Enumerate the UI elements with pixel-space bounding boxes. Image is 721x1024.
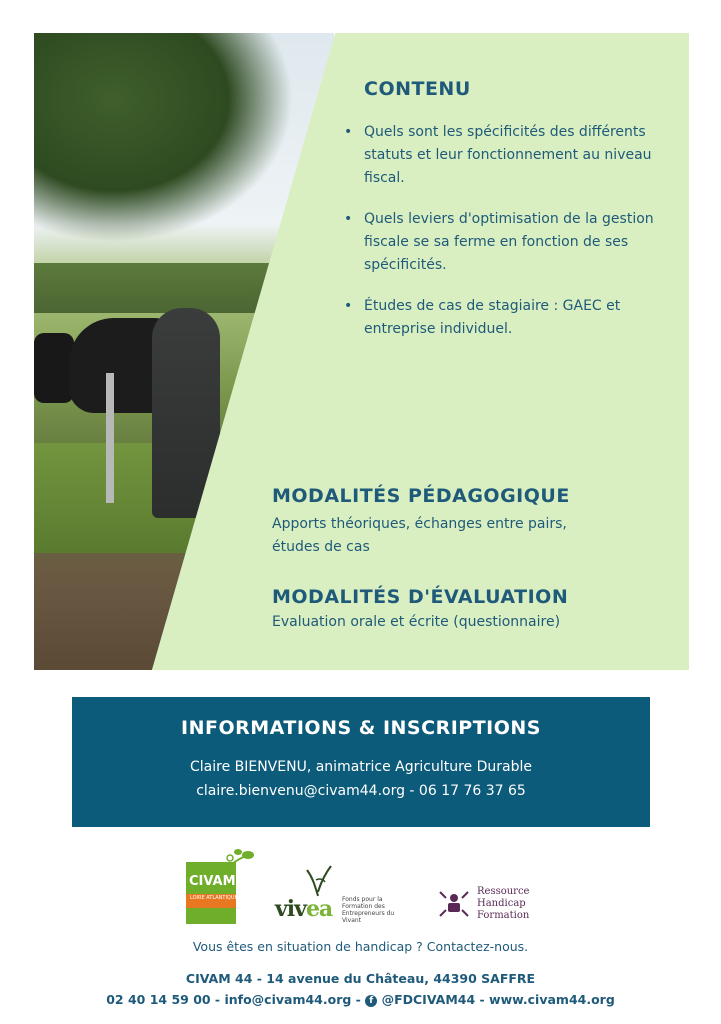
facebook-icon[interactable]: f <box>365 995 377 1007</box>
list-item: • Quels sont les spécificités des différents statuts et leur fonctionnement au niveau fiscal. <box>344 121 664 190</box>
tree-foliage <box>34 33 294 243</box>
plant-icon <box>303 862 333 898</box>
bullet-icon: • <box>344 298 353 314</box>
cow-left <box>34 333 74 403</box>
vivea-word: vivea <box>275 896 333 922</box>
contact-line <box>0 992 721 1007</box>
social-website[interactable]: @FDCIVAM44 - www.civam44.org <box>381 992 615 1007</box>
contenu-title: CONTENU <box>364 78 471 100</box>
handicap-notice: Vous êtes en situation de handicap ? Contactez-nous. <box>192 939 529 954</box>
vivea-description: Fonds pour la Formation des Entrepreneurs du Vivant <box>342 896 395 924</box>
civam-sub: LOIRE ATLANTIQUE <box>190 895 238 901</box>
modalites-evaluation-title: MODALITÉS D'ÉVALUATION <box>272 586 569 608</box>
list-item: • Quels leviers d'optimisation de la gestion fiscale se sa ferme en fonction de ses spécificités. <box>344 208 664 277</box>
modalites-evaluation-text: Evaluation orale et écrite (questionnaire) <box>272 614 561 630</box>
info-box <box>72 697 650 827</box>
handicap-icon <box>438 888 470 920</box>
bullet-icon: • <box>344 211 353 227</box>
civam-box <box>186 862 236 924</box>
fence-post <box>106 373 114 503</box>
address: CIVAM 44 - 14 avenue du Château, 44390 SAFFRE <box>185 971 536 986</box>
contenu-list <box>344 121 664 359</box>
info-title: INFORMATIONS & INSCRIPTIONS <box>181 717 541 739</box>
civam-word: CIVAM <box>189 874 236 889</box>
bullet-icon: • <box>344 124 353 140</box>
phone-email[interactable]: 02 40 14 59 00 - info@civam44.org - <box>106 992 366 1007</box>
modalites-pedagogique-text: Apports théoriques, échanges entre pairs, études de cas <box>272 516 567 555</box>
modalites-pedagogique-title: MODALITÉS PÉDAGOGIQUE <box>272 485 570 507</box>
vivea-logo <box>275 862 410 926</box>
contact-email-phone[interactable]: claire.bienvenu@civam44.org - 06 17 76 37 65 <box>196 783 526 799</box>
contact-name: Claire BIENVENU, animatrice Agriculture Durable <box>189 759 532 775</box>
list-item: • Études de cas de stagiaire : GAEC et entreprise individuel. <box>344 295 664 341</box>
rhf-text: Ressource Handicap Formation <box>477 886 530 921</box>
civam-logo <box>186 846 256 924</box>
ressource-handicap-formation-logo <box>430 880 550 930</box>
